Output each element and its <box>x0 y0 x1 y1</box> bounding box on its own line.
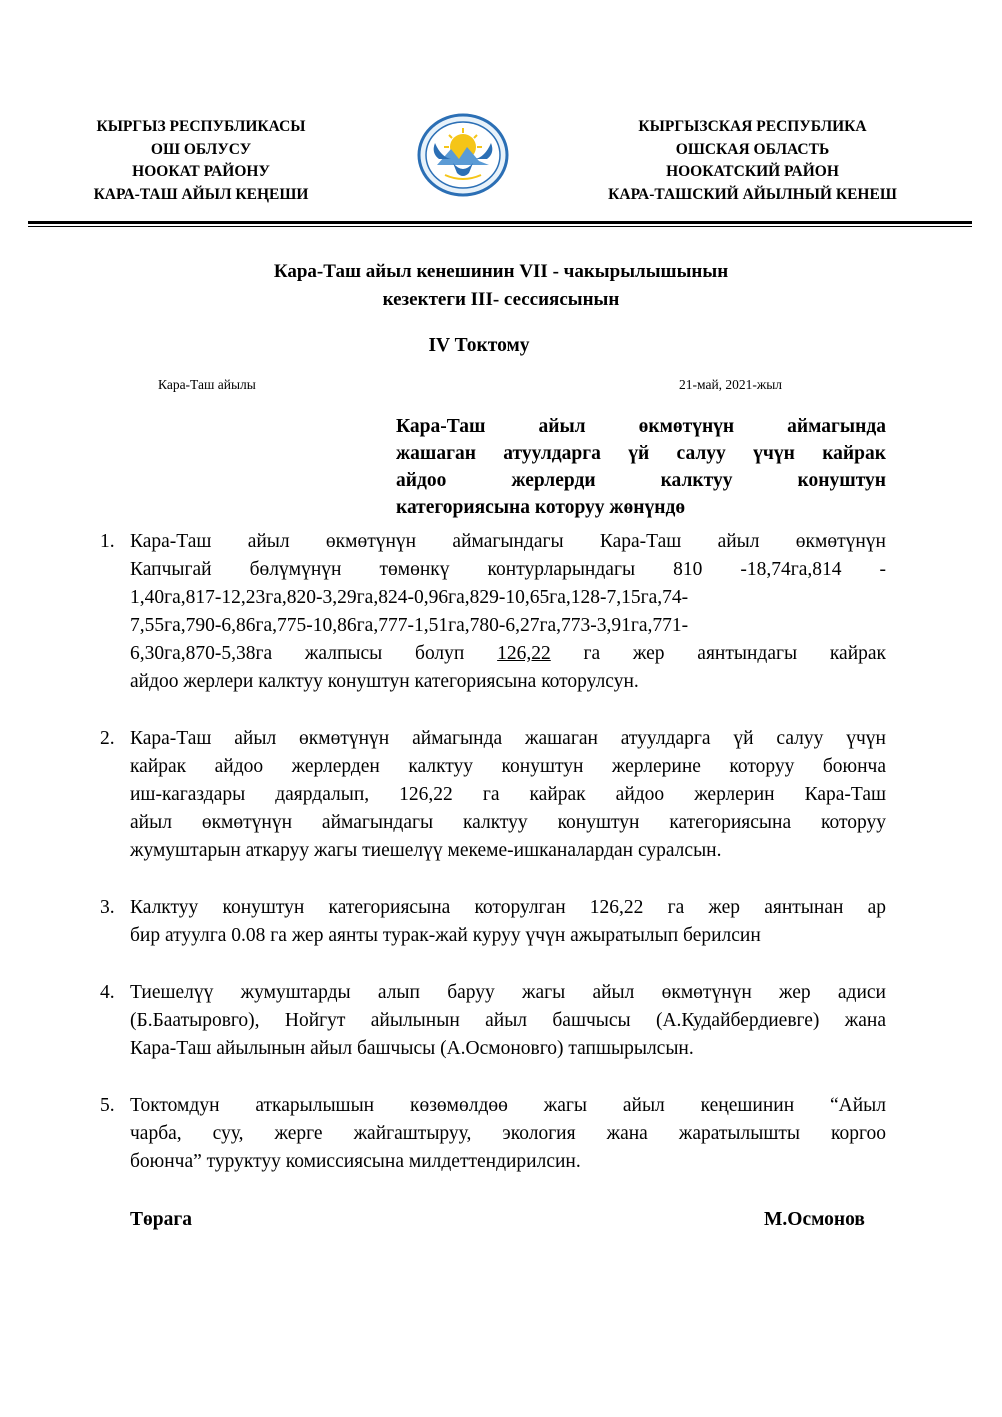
header-divider-thin <box>28 226 972 227</box>
item-line: жумуштарын аткаруу жагы тиешелүү мекеме-ишканалардан суралсын. <box>130 840 722 861</box>
item-line <box>130 640 886 668</box>
document-date: 21-май, 2021-жыл <box>679 377 783 392</box>
resolution-topic <box>396 413 886 521</box>
list-item <box>100 894 886 950</box>
item-line: Тиешелүү жумуштарды алып баруу жагы айыл өкмөтүнүн жер адиси <box>130 982 886 1003</box>
item-line: Токтомдун аткарылышын көзөмөлдөө жагы айыл кеңешинин “Айыл <box>130 1095 886 1116</box>
header-right-line: ОШСКАЯ ОБЛАСТЬ <box>675 140 830 158</box>
document-place: Кара-Таш айылы <box>158 377 256 392</box>
resolution-items <box>100 528 886 1176</box>
item-line: бир атуулга 0.08 га жер аянты турак-жай куруу үчүн ажыратылып берилсин <box>130 925 761 946</box>
item-line: кайрак айдоо жерлерден калктуу конуштун жерлерине которуу боюнча <box>130 756 886 777</box>
resolution-number: IV Токтому <box>428 335 530 356</box>
document-title <box>0 258 1002 314</box>
item-line: (Б.Баатыровго), Нойгут айылынын айыл башчысы (А.Кудайбердиевге) жана <box>130 1010 886 1031</box>
header-left-block <box>70 116 332 206</box>
header-left-line: КЫРГЫЗ РЕСПУБЛИКАСЫ <box>96 118 306 135</box>
header-right-line: НООКАТСКИЙ РАЙОН <box>666 163 839 180</box>
item-line-part: га жер аянтындагы кайрак <box>583 643 887 664</box>
item-line: айдоо жерлери калктуу конуштун категориясына которулсун. <box>130 671 639 692</box>
item-line: Кара-Таш айылынын айыл башчысы (А.Осмоновго) тапшырылсын. <box>130 1038 694 1059</box>
topic-line: категориясына которуу жөнүндө <box>396 497 686 518</box>
topic-line: Кара-Таш айыл өкмөтүнүн аймагында <box>396 416 886 437</box>
item-line: айыл өкмөтүнүн аймагындагы калктуу конуштун категориясына которуу <box>130 812 886 833</box>
header-divider-thick <box>28 221 972 224</box>
item-line: боюнча” туруктуу комиссиясына милдеттендирилсин. <box>130 1151 581 1172</box>
list-item <box>100 979 886 1063</box>
state-emblem-icon <box>417 113 509 197</box>
header-left-line: НООКАТ РАЙОНУ <box>132 163 270 180</box>
item-line: 1,40га,817-12,23га,820-3,29га,824-0,96га,829-10,65га,128-7,15га,74- <box>130 587 689 608</box>
item-line: Кара-Таш айыл өкмөтүнүн аймагында жашаган атуулдарга үй салуу үчүн <box>130 728 886 749</box>
list-item <box>100 1092 886 1176</box>
item-number: 5. <box>100 1095 115 1116</box>
item-line: Капчыгай бөлүмүнүн төмөнкү контурларындагы 810 -18,74га,814 - <box>130 559 886 580</box>
item-number: 1. <box>100 531 115 552</box>
header-left-line: ОШ ОБЛУСУ <box>150 140 252 158</box>
item-line-part: 6,30га,870-5,38га жалпысы болуп <box>130 643 465 664</box>
item-line: иш-кагаздары даярдалып, 126,22 га кайрак айдоо жерлерин Кара-Таш <box>130 784 886 805</box>
title-line: Кара-Таш айыл кенешинин VII - чакырылышынын <box>273 261 729 282</box>
item-number: 4. <box>100 982 115 1003</box>
header-right-line: КЫРГЫЗСКАЯ РЕСПУБЛИКА <box>638 118 867 135</box>
area-total-value: 126,22 <box>497 643 551 664</box>
item-line: чарба, суу, жерге жайгаштыруу, экология жана жаратылышты коргоо <box>130 1123 886 1144</box>
title-line: кезектеги III- сессиясынын <box>382 289 620 310</box>
signature-role: Төрага <box>130 1209 192 1230</box>
item-line: 7,55га,790-6,86га,775-10,86га,777-1,51га,780-6,27га,773-3,91га,771- <box>130 615 689 636</box>
topic-line: жашаган атуулдарга үй салуу үчүн кайрак <box>396 443 886 464</box>
item-number: 2. <box>100 728 115 749</box>
item-number: 3. <box>100 897 115 918</box>
header-right-block <box>580 116 925 206</box>
item-line: Кара-Таш айыл өкмөтүнүн аймагындагы Кара-Таш айыл өкмөтүнүн <box>130 531 886 552</box>
signature-name: М.Осмонов <box>764 1209 865 1230</box>
header-left-line: КАРА-ТАШ АЙЫЛ КЕҢЕШИ <box>93 185 309 203</box>
header-right-line: КАРА-ТАШСКИЙ АЙЫЛНЫЙ КЕНЕШ <box>608 185 897 203</box>
item-line: Калктуу конуштун категориясына которулган 126,22 га жер аянтынан ар <box>130 897 886 918</box>
list-item <box>100 528 886 696</box>
list-item <box>100 725 886 865</box>
topic-line: айдоо жерлерди калктуу конуштун <box>396 470 886 491</box>
